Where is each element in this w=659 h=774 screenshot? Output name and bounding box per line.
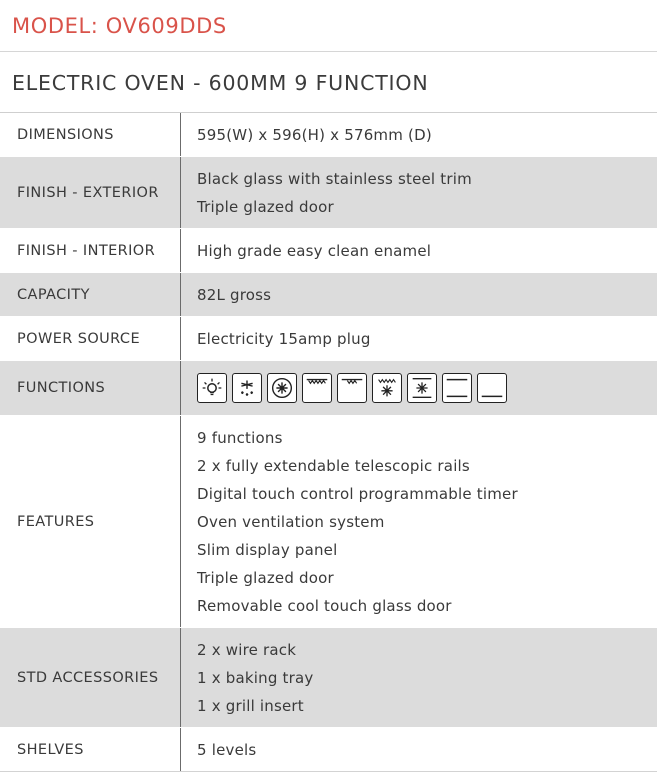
spec-label: FINISH - EXTERIOR <box>0 157 181 228</box>
spec-label: DIMENSIONS <box>0 113 181 156</box>
spec-value <box>181 229 657 272</box>
spec-label: SHELVES <box>0 728 181 771</box>
spec-value-line: Electricity 15amp plug <box>197 329 371 348</box>
conventional-bake-icon <box>442 373 472 403</box>
half-grill-icon <box>337 373 367 403</box>
spec-value-line: Triple glazed door <box>197 568 334 587</box>
spec-value-line: Digital touch control programmable timer <box>197 484 518 503</box>
fan-bake-icon <box>407 373 437 403</box>
product-title: ELECTRIC OVEN - 600MM 9 FUNCTION <box>12 71 429 95</box>
model-heading: MODEL: OV609DDS <box>12 14 227 38</box>
fan-grill-icon <box>372 373 402 403</box>
spec-row-finish-exterior <box>0 157 657 229</box>
spec-value-line: 595(W) x 596(H) x 576mm (D) <box>197 125 432 144</box>
spec-value <box>181 728 657 771</box>
spec-label: FEATURES <box>0 416 181 627</box>
spec-value <box>181 157 657 228</box>
spec-value <box>181 361 657 415</box>
full-grill-icon <box>302 373 332 403</box>
spec-value-line: High grade easy clean enamel <box>197 241 432 260</box>
spec-value <box>181 416 657 627</box>
spec-label: CAPACITY <box>0 273 181 316</box>
spec-value <box>181 273 657 316</box>
spec-row-power-source <box>0 317 657 361</box>
oven-light-icon <box>197 373 227 403</box>
spec-row-features <box>0 416 657 628</box>
spec-value-line: Slim display panel <box>197 540 338 559</box>
spec-value-line: 9 functions <box>197 428 283 447</box>
spec-value-line: Triple glazed door <box>197 197 334 216</box>
spec-value <box>181 317 657 360</box>
spec-value-line: 2 x wire rack <box>197 640 297 659</box>
spec-label: FINISH - INTERIOR <box>0 229 181 272</box>
spec-value-line: 1 x baking tray <box>197 668 314 687</box>
bottom-heat-icon <box>477 373 507 403</box>
spec-value-line: 1 x grill insert <box>197 696 304 715</box>
spec-value-line: Black glass with stainless steel trim <box>197 169 472 188</box>
fan-forced-icon <box>267 373 297 403</box>
spec-row-shelves <box>0 728 657 772</box>
spec-row-functions <box>0 361 657 416</box>
spec-row-std-accessories <box>0 628 657 728</box>
spec-label: STD ACCESSORIES <box>0 628 181 727</box>
spec-value <box>181 113 657 156</box>
spec-value-line: 2 x fully extendable telescopic rails <box>197 456 470 475</box>
function-icons <box>197 373 657 403</box>
spec-value-line: 82L gross <box>197 285 272 304</box>
spec-label: FUNCTIONS <box>0 361 181 415</box>
defrost-fan-icon <box>232 373 262 403</box>
spec-row-dimensions <box>0 113 657 157</box>
spec-label: POWER SOURCE <box>0 317 181 360</box>
header-divider <box>0 51 657 52</box>
spec-value-line: 5 levels <box>197 740 257 759</box>
spec-value <box>181 628 657 727</box>
spec-value-line: Oven ventilation system <box>197 512 385 531</box>
spec-value-line: Removable cool touch glass door <box>197 596 452 615</box>
spec-table <box>0 113 657 772</box>
spec-row-finish-interior <box>0 229 657 273</box>
spec-row-capacity <box>0 273 657 317</box>
